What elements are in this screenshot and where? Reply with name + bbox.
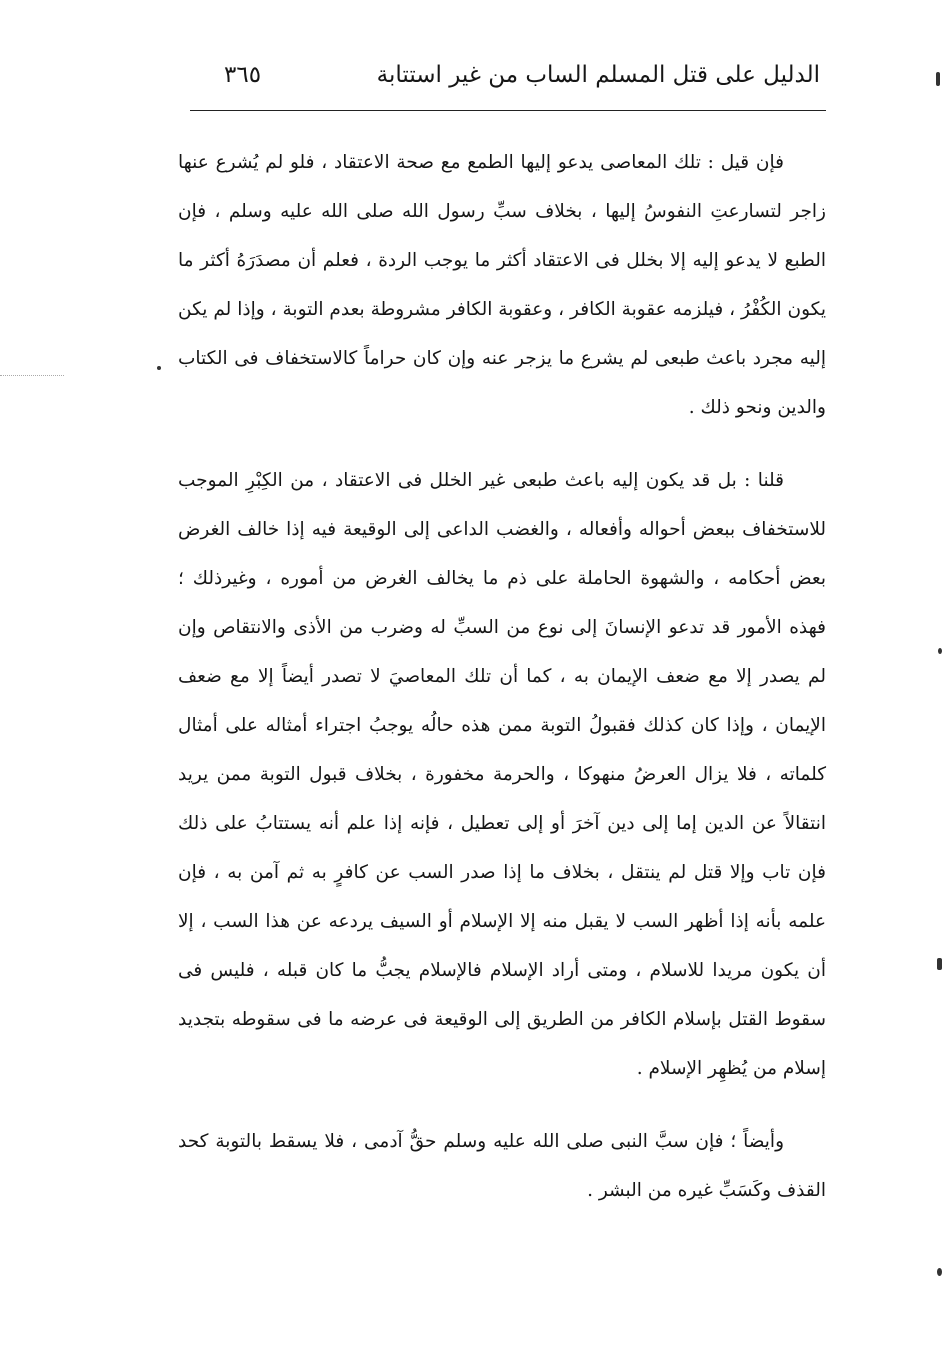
ink-speck-right-mid	[938, 648, 942, 654]
running-title: الدليل على قتل المسلم الساب من غير استتابة	[376, 62, 820, 88]
header-rule	[190, 110, 826, 111]
page-number: ٣٦٥	[224, 62, 262, 88]
paragraph-objection: فإن قيل : تلك المعاصى يدعو إليها الطمع مع صحة الاعتقاد ، فلو لم يُشرع عنها زاجر لتسارعتِ النفوسُ إليها ، بخلاف سبِّ رسول الله صلى الله عليه وسلم ، فإن الطبع لا يدعو إليه إلا بخلل فى الاعتقاد أكثر ما يوجب الردة ، فعلم أن مصدَرَهُ أكثر ما يكون الكُفْرُ ، فيلزمه عقوبة الكافر ، وعقوبة الكافر مشروطة بعدم التوبة ، وإذا لم يكن إليه مجرد باعث طبعى لم يشرع ما يزجر عنه وإن كان حراماً كالاستخفاف فى الكتاب والدين ونحو ذلك .	[178, 152, 826, 418]
ink-speck-right-lower	[937, 958, 942, 970]
running-header	[190, 58, 826, 106]
ink-speck-right-bottom	[937, 1268, 942, 1276]
paragraph-additional-argument: وأيضاً ؛ فإن سبَّ النبى صلى الله عليه وسلم حقُّ آدمى ، فلا يسقط بالتوبة كحد القذف وكَسَبِّ غيره من البشر .	[178, 1131, 826, 1201]
paragraph-reply: قلنا : بل قد يكون إليه باعث طبعى غير الخلل فى الاعتقاد ، من الكِبْرِ الموجب للاستخفاف ببعض أحواله وأفعاله ، والغضب الداعى إلى الوقيعة فيه إذا خالف الغرض بعض أحكامه ، والشهوة الحاملة على ذم ما يخالف الغرض من أموره ، وغيرذلك ؛ فهذه الأمور قد تدعو الإنسانَ إلى نوع من السبِّ له وضرب من الأذى والانتقاص وإن لم يصدر إلا مع ضعف الإيمان به ، كما أن تلك المعاصيَ لا تصدر أيضاً إلا مع ضعف الإيمان ، وإذا كان كذلك فقبولُ التوبة ممن هذه حالُه يوجبُ اجتراء أمثاله على أمثال كلماته ، فلا يزال العرضُ منهوكا ، والحرمة مخفورة ، بخلاف قبول التوبة ممن يريد انتقالاً عن الدين إما إلى دين آخرَ أو إلى تعطيل ، فإنه إذا علم أنه يستتابُ على ذلك فإن تاب وإلا قتل لم ينتقل ، بخلاف ما إذا صدر السب عن كافرٍ به ثم آمن به ، فإن علمه بأنه إذا أظهر السب لا يقبل منه إلا الإسلام أو السيف يردعه عن هذا السب ، إلا أن يكون مريدا للاسلام ، ومتى أراد الإسلام فالإسلام يجبُّ ما كان قبله ، فليس فى سقوط القتل بإسلام الكافر من الطريق إلى الوقيعة فى عرضه ما فى سقوطه بتجديد إسلام من يُظهِر الإسلام .	[178, 470, 826, 1079]
ink-speck-right-top	[936, 72, 940, 86]
body-text	[178, 138, 826, 1215]
scan-artifact	[0, 375, 64, 376]
ink-speck-left	[157, 366, 161, 370]
